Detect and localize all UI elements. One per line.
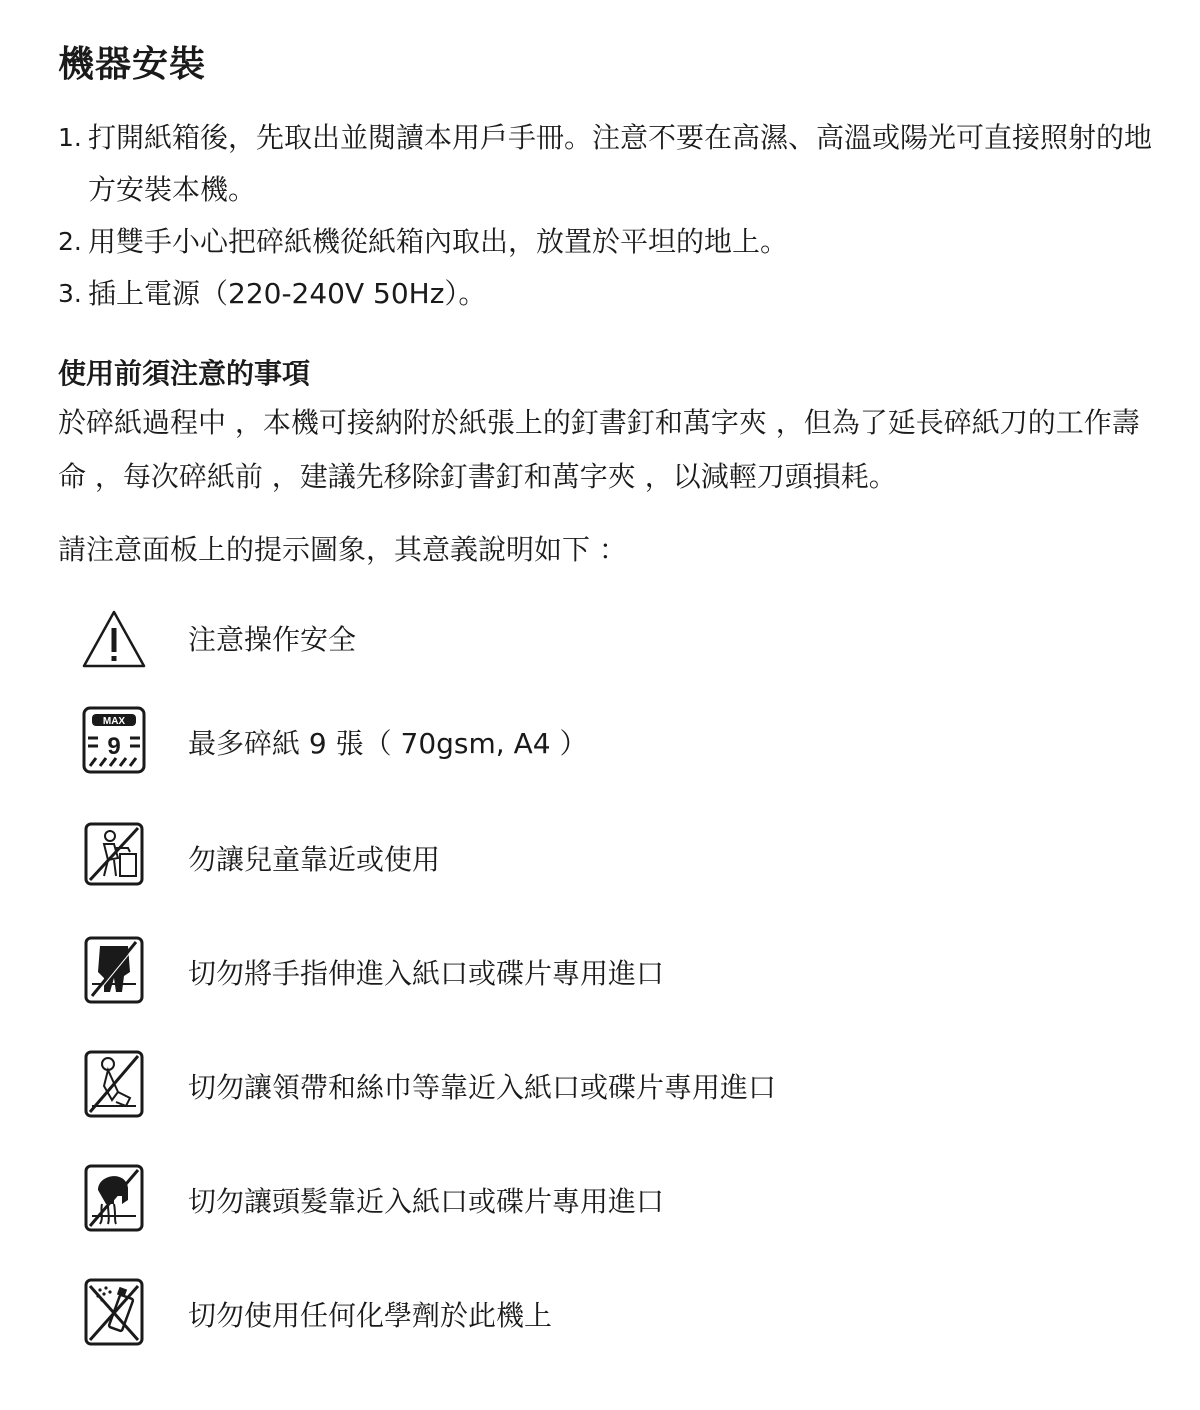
icons-intro: 請注意面板上的提示圖象，其意義說明如下 ：: [58, 533, 627, 566]
step-item: [58, 268, 1168, 320]
icon-label: 切勿將手指伸進入紙口或碟片專用進口: [188, 957, 665, 990]
max-icon-caption: MAX: [102, 716, 126, 727]
icon-label: 切勿讓領帶和絲巾等靠近入紙口或碟片專用進口: [188, 1071, 777, 1104]
step-text: 插上電源（220-240V 50Hz）。: [88, 277, 487, 310]
step-item: [58, 112, 1168, 216]
installation-steps: [58, 112, 1168, 320]
max-icon-number: 9: [107, 733, 121, 760]
icon-row-no-ties: [78, 1046, 1078, 1126]
icon-row-no-children: [78, 818, 1078, 898]
icon-row-max-sheets: [78, 704, 1078, 784]
precautions-title: 使用前須注意的事項: [58, 357, 311, 390]
icon-row-no-hands: [78, 932, 1078, 1012]
step-text: 打開紙箱後，先取出並閱讀本用戶手冊。注意不要在高濕、高溫或陽光可直接照射的地方安裝本機。: [88, 121, 1153, 206]
icon-row-no-chemicals: [78, 1274, 1078, 1354]
icon-label: 最多碎紙 9 張（ 70gsm, A4 ）: [188, 727, 588, 760]
step-number: 1.: [58, 123, 82, 152]
step-item: [58, 216, 1168, 268]
icon-row-safety: [78, 604, 1078, 684]
no-chemicals-icon: [78, 1274, 150, 1354]
icon-label: 切勿讓頭髮靠近入紙口或碟片專用進口: [188, 1185, 665, 1218]
step-number: 3.: [58, 279, 82, 308]
icon-label: 注意操作安全: [188, 623, 357, 656]
max-9-sheets-icon: [78, 704, 150, 784]
icon-label: 勿讓兒童靠近或使用: [188, 843, 441, 876]
step-text: 用雙手小心把碎紙機從紙箱內取出，放置於平坦的地上。: [88, 225, 789, 258]
icon-label: 切勿使用任何化學劑於此機上: [188, 1299, 553, 1332]
step-number: 2.: [58, 227, 82, 256]
icon-row-no-hair: [78, 1160, 1078, 1240]
page-title: 機器安裝: [58, 44, 207, 85]
no-ties-icon: [78, 1046, 150, 1126]
warning-triangle-icon: [78, 604, 150, 684]
no-children-icon: [78, 818, 150, 898]
precautions-body: 於碎紙過程中 ，本機可接納附於紙張上的釘書釘和萬字夾 ，但為了延長碎紙刀的工作壽命 ，每次碎紙前 ，建議先移除釘書釘和萬字夾 ，以減輕刀頭損耗。: [58, 406, 1140, 493]
no-hands-icon: [78, 932, 150, 1012]
no-hair-icon: [78, 1160, 150, 1240]
